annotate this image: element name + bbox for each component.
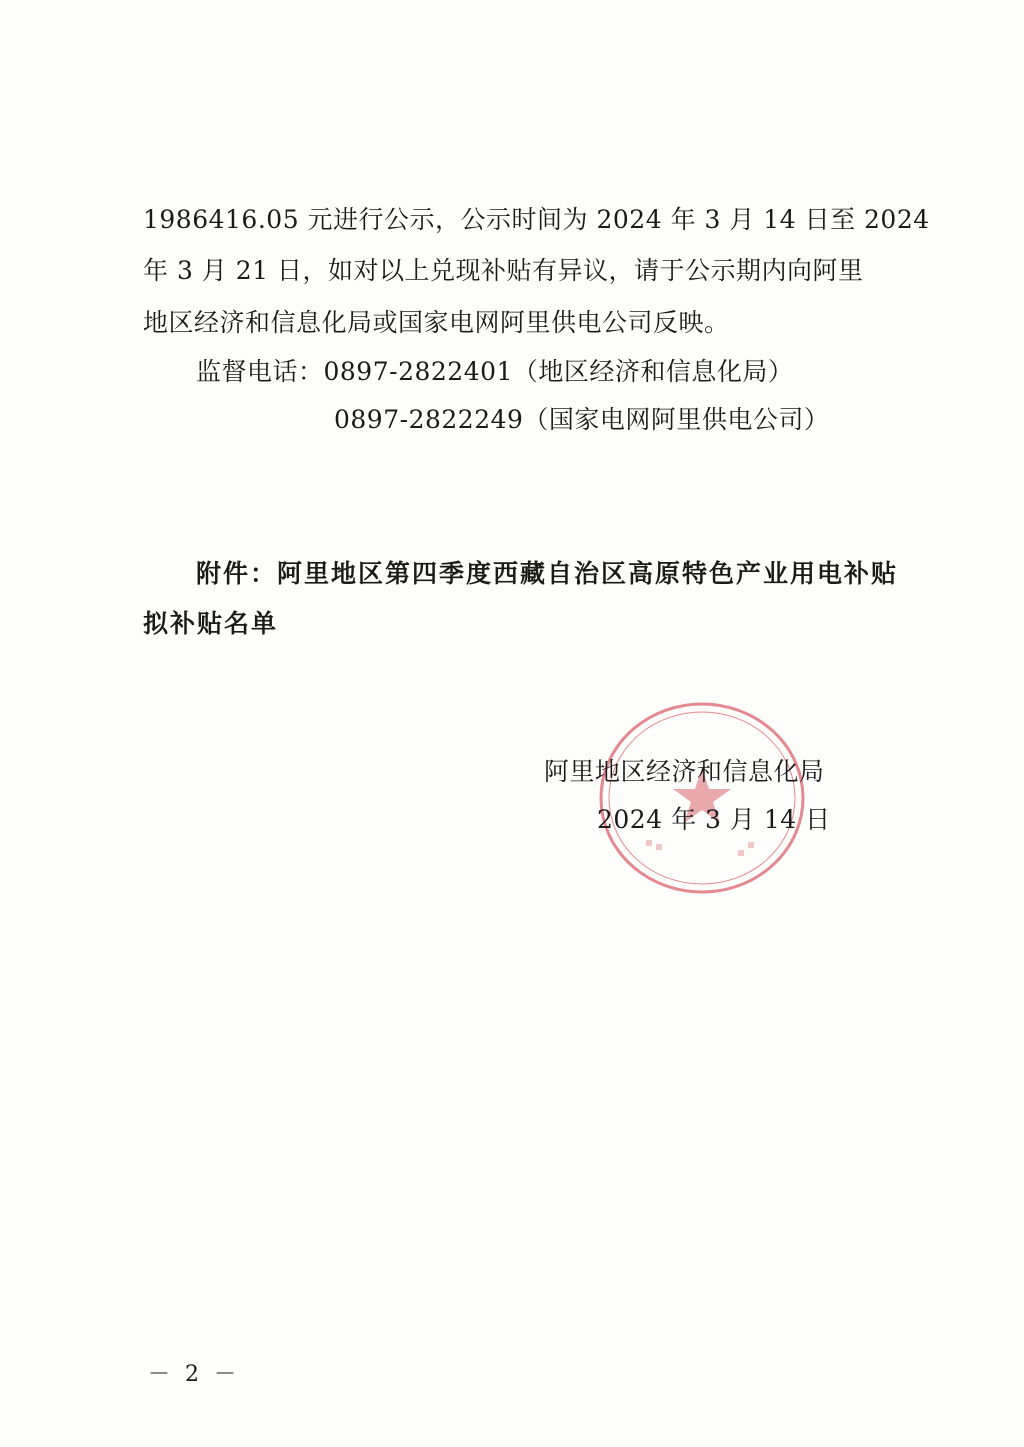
body-line-1: 1986416.05 元进行公示，公示时间为 2024 年 3 月 14 日至 2024 [143, 205, 930, 234]
signature-date: 2024 年 3 月 14 日 [597, 805, 831, 834]
official-seal [598, 700, 806, 896]
signature-organization: 阿里地区经济和信息化局 [544, 757, 825, 786]
supervision-phone-2: 0897-2822249（国家电网阿里供电公司） [334, 405, 830, 434]
attachment-title-line-2: 拟补贴名单 [143, 609, 279, 638]
page-number: － 2 － [148, 1362, 240, 1387]
supervision-phone-1: 监督电话：0897-2822401（地区经济和信息化局） [196, 357, 794, 386]
body-line-2: 年 3 月 21 日，如对以上兑现补贴有异议，请于公示期内向阿里 [143, 256, 864, 285]
body-line-3: 地区经济和信息化局或国家电网阿里供电公司反映。 [143, 308, 730, 337]
attachment-title-line-1: 附件：阿里地区第四季度西藏自治区高原特色产业用电补贴 [196, 559, 899, 588]
